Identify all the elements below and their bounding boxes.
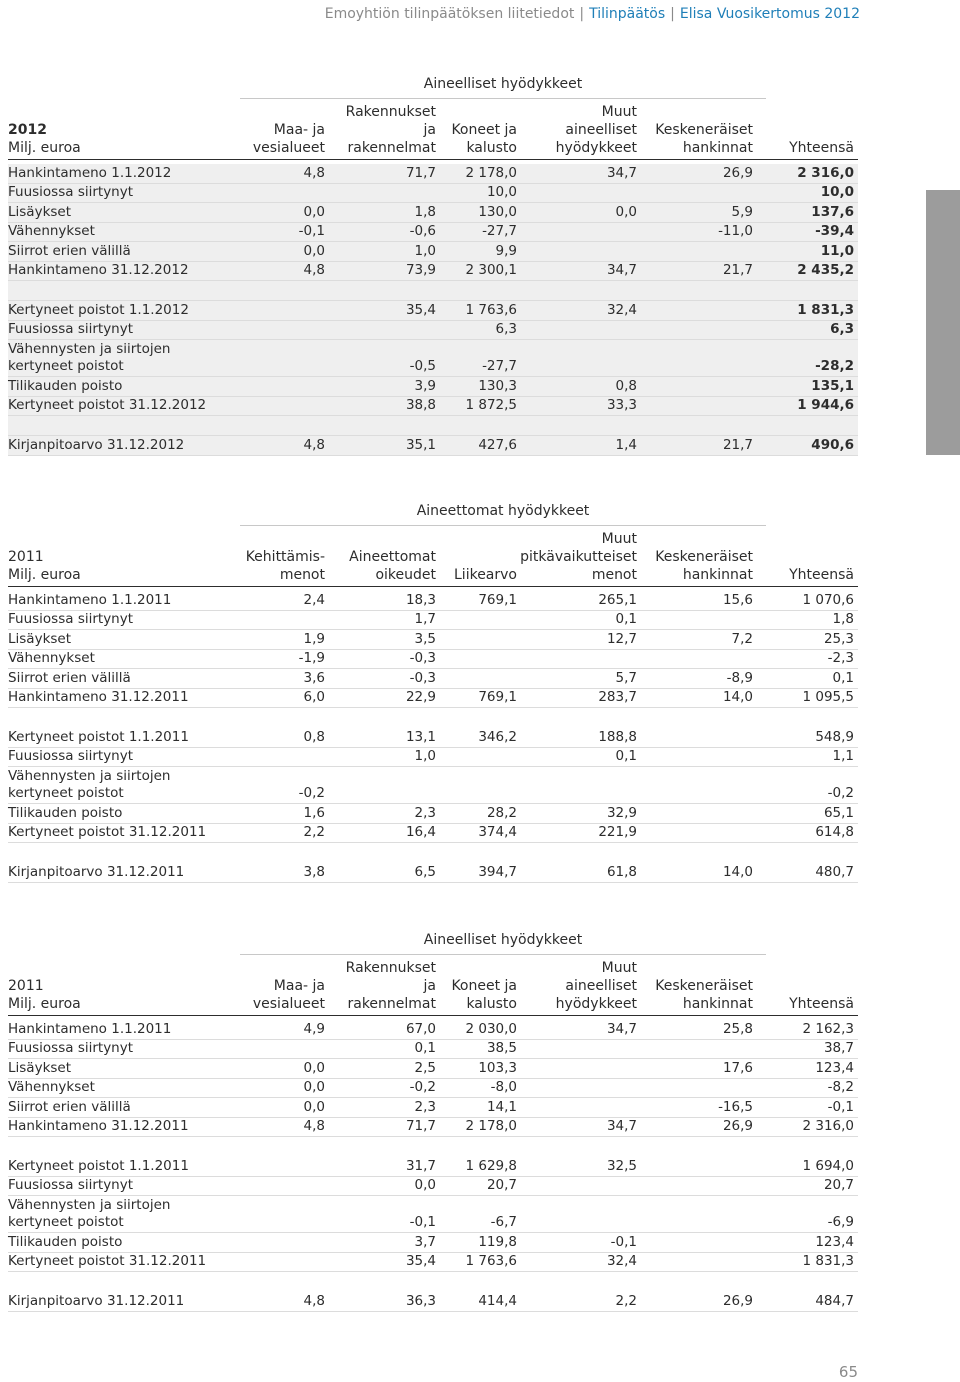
column-header: Maa- ja vesialueet [252, 122, 325, 156]
cell-value: 17,6 [722, 1059, 753, 1076]
cell-value: 374,4 [478, 824, 517, 840]
cell-value: 7,2 [731, 630, 753, 647]
table-row [8, 804, 858, 824]
cell-value: 38,5 [486, 1040, 517, 1056]
row-label: Kertyneet poistot 31.12.2011 [8, 824, 207, 840]
cell-value: 34,7 [606, 262, 637, 278]
cell-value: -11,0 [718, 223, 753, 239]
table-row [8, 630, 858, 650]
cell-value: 3,6 [303, 669, 325, 686]
cell-value: 26,9 [722, 1292, 753, 1309]
cell-value: 71,7 [405, 164, 436, 181]
cell-value: 67,0 [405, 1020, 436, 1037]
cell-value: 0,0 [303, 203, 325, 220]
table-row [8, 824, 858, 844]
table-row [8, 1020, 858, 1040]
row-label: Lisäykset [8, 630, 72, 647]
page-number: 65 [838, 1363, 858, 1381]
cell-value: 2,3 [414, 804, 436, 821]
row-label: Tilikauden poisto [8, 377, 123, 394]
cell-value: -0,2 [298, 785, 325, 801]
cell-value: 5,7 [615, 669, 637, 686]
cell-value: 103,3 [478, 1059, 517, 1076]
row-total: -8,2 [827, 1079, 854, 1095]
row-total: 1 831,3 [797, 301, 854, 318]
cell-value: 32,5 [606, 1157, 637, 1174]
table-row [8, 203, 858, 223]
row-total: -0,2 [827, 785, 854, 801]
row-label: Fuusiossa siirtynyt [8, 1040, 134, 1056]
cell-value: 14,0 [722, 863, 753, 880]
row-total: 490,6 [811, 436, 854, 453]
row-label: Hankintameno 1.1.2011 [8, 1020, 172, 1037]
column-header: Muut aineelliset hyödykkeet [555, 104, 637, 156]
row-total: 480,7 [815, 863, 854, 880]
column-header: Keskeneräiset hankinnat [655, 122, 753, 156]
cell-value: -27,7 [482, 223, 517, 239]
table-row [8, 1253, 858, 1273]
cell-value: 0,1 [414, 1040, 436, 1056]
table-header [8, 527, 858, 584]
header-unit: Milj. euroa [8, 996, 81, 1012]
cell-value: 3,8 [303, 863, 325, 880]
cell-value: 14,1 [486, 1098, 517, 1115]
row-label: Kertyneet poistot 1.1.2012 [8, 301, 189, 318]
header-year-unit [8, 121, 81, 157]
cell-value: 21,7 [722, 262, 753, 278]
column-header: Keskeneräiset hankinnat [655, 978, 753, 1012]
header-unit: Milj. euroa [8, 140, 81, 156]
cell-value: 414,4 [478, 1292, 517, 1309]
cell-value: 1,0 [414, 748, 436, 764]
row-total: 614,8 [815, 824, 854, 840]
table-row [8, 591, 858, 611]
table-row [8, 611, 858, 631]
column-header: Kehittämis- menot [245, 549, 325, 583]
row-label: Tilikauden poisto [8, 804, 123, 821]
cell-value: 1,7 [414, 611, 436, 627]
cell-value: 34,7 [606, 1020, 637, 1037]
cell-value: 12,7 [606, 630, 637, 647]
cell-value: 31,7 [405, 1157, 436, 1174]
cell-value: 34,7 [606, 1118, 637, 1134]
table-row [8, 262, 858, 282]
cell-value: 13,1 [405, 728, 436, 745]
cell-value: 221,9 [598, 824, 637, 840]
cell-value: -0,3 [409, 650, 436, 666]
row-label: Hankintameno 31.12.2012 [8, 262, 189, 278]
cell-value: 265,1 [598, 591, 637, 608]
cell-value: -0,1 [298, 223, 325, 239]
cell-value: 0,0 [303, 1079, 325, 1095]
row-total: 1 095,5 [802, 689, 854, 705]
table-row [8, 436, 858, 456]
cell-value: 1 763,6 [465, 1253, 517, 1269]
cell-value: 130,0 [478, 203, 517, 220]
running-header: Emoyhtiön tilinpäätöksen liitetiedot | Tilinpäätös | Elisa Vuosikertomus 2012 [324, 6, 860, 22]
row-label: Kertyneet poistot 31.12.2011 [8, 1253, 207, 1269]
row-label: Fuusiossa siirtynyt [8, 321, 134, 337]
cell-value: 1 629,8 [465, 1157, 517, 1174]
cell-value: 32,4 [606, 1253, 637, 1269]
row-total: 548,9 [815, 728, 854, 745]
table-row [8, 728, 858, 748]
cell-value: 4,8 [303, 436, 325, 453]
row-total: 1,8 [832, 611, 854, 627]
row-total: 123,4 [815, 1233, 854, 1250]
row-label: Siirrot erien välillä [8, 669, 131, 686]
cell-value: 1,6 [303, 804, 325, 821]
row-label: Lisäykset [8, 1059, 72, 1076]
header-publication: Elisa Vuosikertomus 2012 [679, 6, 860, 22]
cell-value: 2,5 [414, 1059, 436, 1076]
cell-value: 73,9 [405, 262, 436, 278]
row-total: 135,1 [811, 377, 854, 394]
header-year-unit [8, 977, 81, 1013]
table-row [8, 689, 858, 709]
cell-value: -0,5 [409, 358, 436, 374]
cell-value: 4,9 [303, 1020, 325, 1037]
table-row [8, 767, 858, 804]
row-total: 0,1 [832, 669, 854, 686]
row-total: 65,1 [823, 804, 854, 821]
row-total: 1 694,0 [802, 1157, 854, 1174]
header-year-unit [8, 548, 81, 584]
cell-value: 4,8 [303, 1118, 325, 1134]
row-label: Fuusiossa siirtynyt [8, 1177, 134, 1193]
row-total: -6,9 [827, 1214, 854, 1230]
cell-value: 6,3 [495, 321, 517, 337]
header-chapter: Tilinpäätös [589, 6, 666, 22]
cell-value: -0,3 [409, 669, 436, 686]
cell-value: 21,7 [722, 436, 753, 453]
cell-value: 36,3 [405, 1292, 436, 1309]
cell-value: 130,3 [478, 377, 517, 394]
row-total: 38,7 [823, 1040, 854, 1056]
table-row [8, 748, 858, 768]
row-spacer [8, 708, 858, 728]
table-row [8, 1079, 858, 1099]
cell-value: 38,8 [405, 397, 436, 413]
row-total: 123,4 [815, 1059, 854, 1076]
cell-value: 35,1 [405, 436, 436, 453]
cell-value: -0,6 [409, 223, 436, 239]
row-label: Kertyneet poistot 1.1.2011 [8, 728, 189, 745]
cell-value: 0,1 [615, 611, 637, 627]
cell-value: 3,5 [414, 630, 436, 647]
row-label: Vähennykset [8, 650, 95, 666]
table-row [8, 1040, 858, 1060]
row-label: Vähennysten ja siirtojen kertyneet poistot [8, 768, 171, 801]
column-header: Muut aineelliset hyödykkeet [555, 960, 637, 1012]
cell-value: 2 178,0 [465, 1118, 517, 1134]
row-total: -2,3 [827, 650, 854, 666]
row-label: Vähennysten ja siirtojen kertyneet poistot [8, 341, 171, 374]
cell-value: 26,9 [722, 164, 753, 181]
cell-value: 6,0 [303, 689, 325, 705]
cell-value: 2,2 [303, 824, 325, 840]
table-row [8, 164, 858, 184]
cell-value: 119,8 [478, 1233, 517, 1250]
cell-value: 4,8 [303, 262, 325, 278]
header-year: 2011 [8, 549, 44, 565]
table-row [8, 1157, 858, 1177]
row-label: Kertyneet poistot 31.12.2012 [8, 397, 207, 413]
row-label: Kirjanpitoarvo 31.12.2012 [8, 436, 185, 453]
row-label: Kirjanpitoarvo 31.12.2011 [8, 863, 185, 880]
cell-value: 0,8 [615, 377, 637, 394]
row-label: Hankintameno 31.12.2011 [8, 689, 189, 705]
cell-value: 3,9 [414, 377, 436, 394]
table-row [8, 650, 858, 670]
cell-value: 35,4 [405, 1253, 436, 1269]
cell-value: -1,9 [298, 650, 325, 666]
cell-value: 10,0 [486, 184, 517, 200]
cell-value: -6,7 [490, 1214, 517, 1230]
table-row [8, 397, 858, 417]
row-total: 137,6 [811, 203, 854, 220]
cell-value: 6,5 [414, 863, 436, 880]
column-header: Muut pitkävaikutteiset menot [520, 531, 637, 583]
row-total: 25,3 [823, 630, 854, 647]
row-total: 1 831,3 [802, 1253, 854, 1269]
cell-value: 34,7 [606, 164, 637, 181]
cell-value: -0,2 [409, 1079, 436, 1095]
cell-value: 0,1 [615, 748, 637, 764]
cell-value: 5,9 [731, 203, 753, 220]
cell-value: 1 872,5 [465, 397, 517, 413]
row-label: Siirrot erien välillä [8, 242, 131, 259]
row-total: 484,7 [815, 1292, 854, 1309]
cell-value: 1 763,6 [465, 301, 517, 318]
table-row [8, 223, 858, 243]
column-header: Maa- ja vesialueet [252, 978, 325, 1012]
table-row [8, 301, 858, 321]
cell-value: 1,0 [414, 242, 436, 259]
cell-value: 14,0 [722, 689, 753, 705]
table-row [8, 1292, 858, 1312]
table-row [8, 1177, 858, 1197]
cell-value: 0,0 [615, 203, 637, 220]
row-label: Siirrot erien välillä [8, 1098, 131, 1115]
cell-value: -27,7 [482, 358, 517, 374]
table-row [8, 1233, 858, 1253]
cell-value: 4,8 [303, 1292, 325, 1309]
table-row [8, 377, 858, 397]
row-label: Hankintameno 1.1.2011 [8, 591, 172, 608]
cell-value: 26,9 [722, 1118, 753, 1134]
row-total: 2 162,3 [802, 1020, 854, 1037]
column-header: Yhteensä [789, 567, 854, 583]
row-label: Fuusiossa siirtynyt [8, 611, 134, 627]
cell-value: 0,0 [303, 1098, 325, 1115]
cell-value: 0,8 [303, 728, 325, 745]
row-total: -39,4 [815, 223, 854, 239]
column-group-title: Aineelliset hyödykkeet [240, 932, 766, 955]
cell-value: 188,8 [598, 728, 637, 745]
row-total: 2 435,2 [797, 262, 854, 278]
cell-value: 22,9 [405, 689, 436, 705]
table-row [8, 1098, 858, 1118]
cell-value: 9,9 [495, 242, 517, 259]
cell-value: 32,4 [606, 301, 637, 318]
row-label: Lisäykset [8, 203, 72, 220]
row-total: -28,2 [815, 358, 854, 374]
table-row [8, 1196, 858, 1233]
row-label: Kertyneet poistot 1.1.2011 [8, 1157, 189, 1174]
row-spacer [8, 281, 858, 301]
table-body [8, 164, 858, 456]
column-header: Rakennukset ja rakennelmat [345, 960, 436, 1012]
cell-value: 0,0 [414, 1177, 436, 1193]
cell-value: 18,3 [405, 591, 436, 608]
cell-value: 4,8 [303, 164, 325, 181]
table-header [8, 100, 858, 157]
column-header: Koneet ja kalusto [451, 978, 517, 1012]
table-row [8, 669, 858, 689]
column-header: Keskeneräiset hankinnat [655, 549, 753, 583]
table-row [8, 242, 858, 262]
column-header: Koneet ja kalusto [451, 122, 517, 156]
cell-value: 769,1 [478, 591, 517, 608]
column-header: Liikearvo [454, 567, 517, 583]
table-header [8, 956, 858, 1013]
table-row [8, 863, 858, 883]
cell-value: 2,4 [303, 591, 325, 608]
cell-value: 769,1 [478, 689, 517, 705]
cell-value: 15,6 [722, 591, 753, 608]
table-row [8, 184, 858, 204]
cell-value: 28,2 [486, 804, 517, 821]
row-total: 1 944,6 [797, 397, 854, 413]
cell-value: 283,7 [598, 689, 637, 705]
row-total: 6,3 [830, 321, 854, 337]
cell-value: 2,3 [414, 1098, 436, 1115]
cell-value: 32,9 [606, 804, 637, 821]
cell-value: 33,3 [606, 397, 637, 413]
column-header: Yhteensä [789, 140, 854, 156]
cell-value: 0,0 [303, 242, 325, 259]
column-header: Yhteensä [789, 996, 854, 1012]
row-label: Tilikauden poisto [8, 1233, 123, 1250]
row-total: 1,1 [832, 748, 854, 764]
row-total: 1 070,6 [802, 591, 854, 608]
row-label: Hankintameno 31.12.2011 [8, 1118, 189, 1134]
cell-value: -16,5 [718, 1098, 753, 1115]
cell-value: 2 178,0 [465, 164, 517, 181]
cell-value: -0,1 [610, 1233, 637, 1250]
column-group-title: Aineelliset hyödykkeet [240, 76, 766, 99]
cell-value: 427,6 [478, 436, 517, 453]
row-label: Kirjanpitoarvo 31.12.2011 [8, 1292, 185, 1309]
cell-value: 1,8 [414, 203, 436, 220]
row-spacer [8, 843, 858, 863]
header-year: 2011 [8, 978, 44, 994]
column-header: Aineettomat oikeudet [349, 549, 436, 583]
table-body [8, 1020, 858, 1312]
cell-value: 2,2 [615, 1292, 637, 1309]
table-row [8, 1059, 858, 1079]
cell-value: 394,7 [478, 863, 517, 880]
table-row [8, 1118, 858, 1138]
cell-value: 1,9 [303, 630, 325, 647]
row-total: 20,7 [823, 1177, 854, 1193]
cell-value: 346,2 [478, 728, 517, 745]
row-label: Fuusiossa siirtynyt [8, 184, 134, 200]
cell-value: 35,4 [405, 301, 436, 318]
cell-value: 0,0 [303, 1059, 325, 1076]
cell-value: 2 300,1 [465, 262, 517, 278]
column-group-title: Aineettomat hyödykkeet [240, 503, 766, 526]
row-label: Hankintameno 1.1.2012 [8, 164, 172, 181]
header-unit: Milj. euroa [8, 567, 81, 583]
side-tab-marker [926, 190, 960, 455]
table-row [8, 321, 858, 341]
row-label: Vähennykset [8, 223, 95, 239]
row-label: Vähennykset [8, 1079, 95, 1095]
column-header: Rakennukset ja rakennelmat [345, 104, 436, 156]
cell-value: 25,8 [722, 1020, 753, 1037]
row-label: Fuusiossa siirtynyt [8, 748, 134, 764]
row-total: 11,0 [820, 242, 854, 259]
row-label: Vähennysten ja siirtojen kertyneet poistot [8, 1197, 171, 1230]
cell-value: 1,4 [615, 436, 637, 453]
cell-value: 16,4 [405, 824, 436, 840]
row-total: -0,1 [827, 1098, 854, 1115]
header-year: 2012 [8, 122, 47, 138]
cell-value: -8,9 [726, 669, 753, 686]
cell-value: 2 030,0 [465, 1020, 517, 1037]
cell-value: 71,7 [405, 1118, 436, 1134]
cell-value: -0,1 [409, 1214, 436, 1230]
row-total: 2 316,0 [797, 164, 854, 181]
header-section: Emoyhtiön tilinpäätöksen liitetiedot [324, 6, 575, 22]
table-row [8, 340, 858, 377]
row-spacer [8, 1272, 858, 1292]
table-body [8, 591, 858, 883]
row-spacer [8, 1137, 858, 1157]
row-total: 10,0 [820, 184, 854, 200]
cell-value: 20,7 [486, 1177, 517, 1193]
row-total: 2 316,0 [802, 1118, 854, 1134]
cell-value: 61,8 [606, 863, 637, 880]
row-spacer [8, 416, 858, 436]
cell-value: -8,0 [490, 1079, 517, 1095]
cell-value: 3,7 [414, 1233, 436, 1250]
